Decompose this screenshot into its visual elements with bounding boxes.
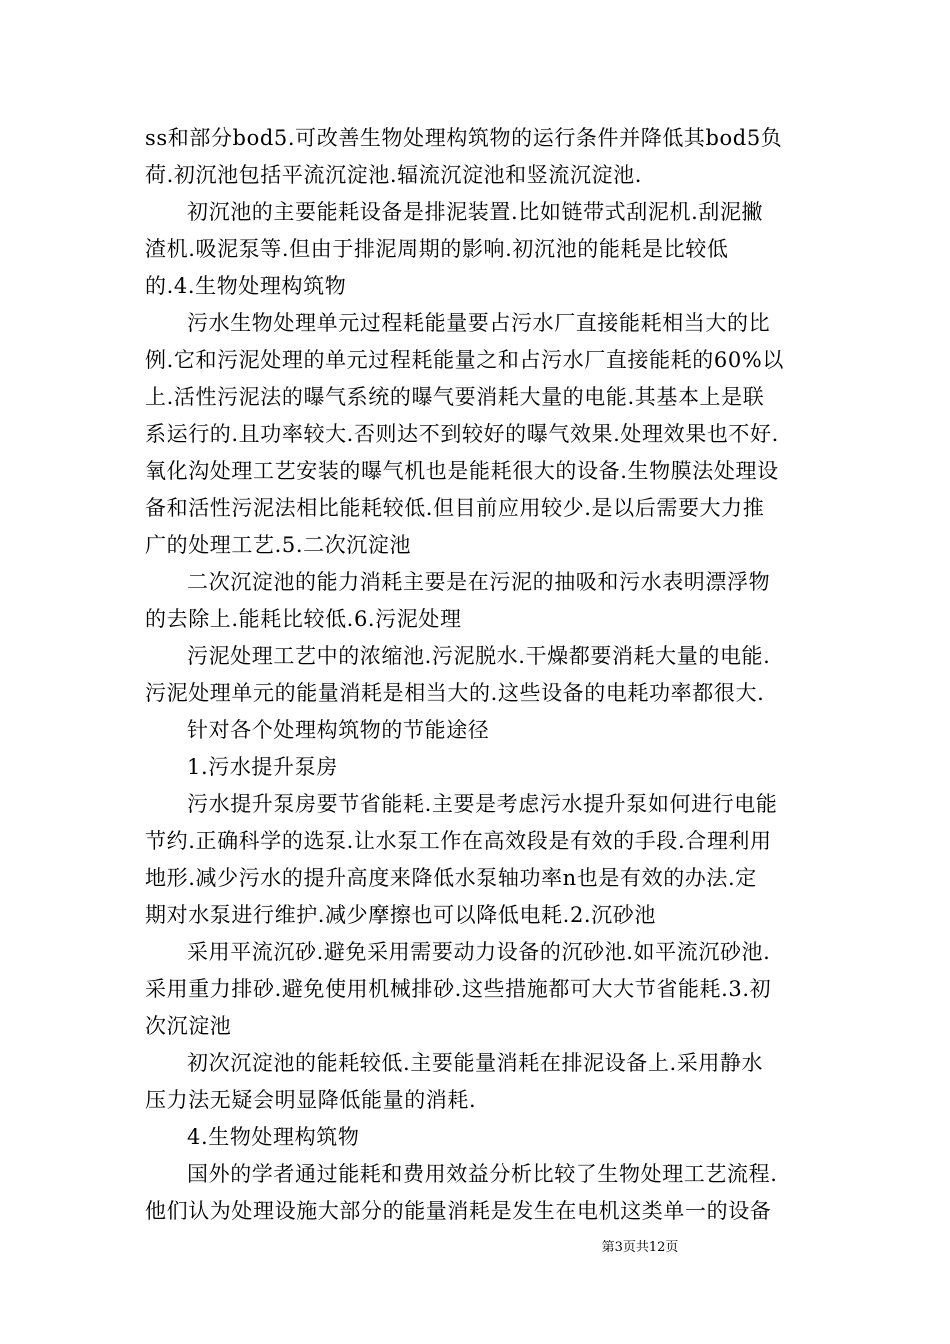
body-line: 节约.正确科学的选泵.让水泵工作在高效段是有效的手段.合理利用 [145, 829, 772, 853]
body-line: 荷.初沉池包括平流沉淀池.辐流沉淀池和竖流沉淀池. [145, 163, 643, 187]
subsection-heading: 1.污水提升泵房 [187, 755, 338, 779]
body-line: 广的处理工艺.5.二次沉淀池 [145, 533, 412, 557]
body-line: 采用重力排砂.避免使用机械排砂.这些措施都可大大节省能耗.3.初 [145, 977, 772, 1001]
body-line: 上.活性污泥法的曝气系统的曝气要消耗大量的电能.其基本上是联 [145, 385, 765, 409]
body-line: 初沉池的主要能耗设备是排泥装置.比如链带式刮泥机.刮泥撇 [187, 200, 764, 224]
body-line: 地形.减少污水的提升高度来降低水泵轴功率n也是有效的办法.定 [145, 866, 757, 890]
body-line: 氧化沟处理工艺安装的曝气机也是能耗很大的设备.生物膜法处理设 [145, 459, 779, 483]
body-line: 压力法无疑会明显降低能量的消耗. [145, 1088, 477, 1112]
body-line: 备和活性污泥法相比能耗较低.但目前应用较少.是以后需要大力推 [145, 496, 765, 520]
subsection-heading: 4.生物处理构筑物 [187, 1125, 360, 1149]
body-line: 国外的学者通过能耗和费用效益分析比较了生物处理工艺流程. [187, 1162, 778, 1186]
body-line: 的.4.生物处理构筑物 [145, 274, 347, 298]
section-heading: 针对各个处理构筑物的节能途径 [187, 718, 490, 742]
body-line: 采用平流沉砂.避免采用需要动力设备的沉砂池.如平流沉砂池. [187, 940, 771, 964]
body-line: 二次沉淀池的能力消耗主要是在污泥的抽吸和污水表明漂浮物 [187, 570, 771, 594]
body-line: 污泥处理工艺中的浓缩池.污泥脱水.干燥都要消耗大量的电能. [187, 644, 771, 668]
page-number: 第3页共12页 [601, 1240, 679, 1255]
body-line: 例.它和污泥处理的单元过程耗能量之和占污水厂直接能耗的60%以 [145, 348, 784, 372]
body-line: 渣机.吸泥泵等.但由于排泥周期的影响.初沉池的能耗是比较低 [145, 237, 729, 261]
body-line: 他们认为处理设施大部分的能量消耗是发生在电机这类单一的设备 [145, 1199, 772, 1223]
body-line: 期对水泵进行维护.减少摩擦也可以降低电耗.2.沉砂池 [145, 903, 656, 927]
body-line: 的去除上.能耗比较低.6.污泥处理 [145, 607, 462, 631]
body-line: 污泥处理单元的能量消耗是相当大的.这些设备的电耗功率都很大. [145, 681, 765, 705]
body-line: 初次沉淀池的能耗较低.主要能量消耗在排泥设备上.采用静水 [187, 1051, 764, 1075]
body-line: 系运行的.且功率较大.否则达不到较好的曝气效果.处理效果也不好. [145, 422, 779, 446]
document-body [145, 120, 810, 1230]
body-line: 次沉淀池 [145, 1014, 232, 1038]
body-line: 污水生物处理单元过程耗能量要占污水厂直接能耗相当大的比 [187, 311, 771, 335]
body-line: 污水提升泵房要节省能耗.主要是考虑污水提升泵如何进行电能 [187, 792, 778, 816]
body-line: ss和部分bod5.可改善生物处理构筑物的运行条件并降低其bod5负 [145, 126, 783, 150]
